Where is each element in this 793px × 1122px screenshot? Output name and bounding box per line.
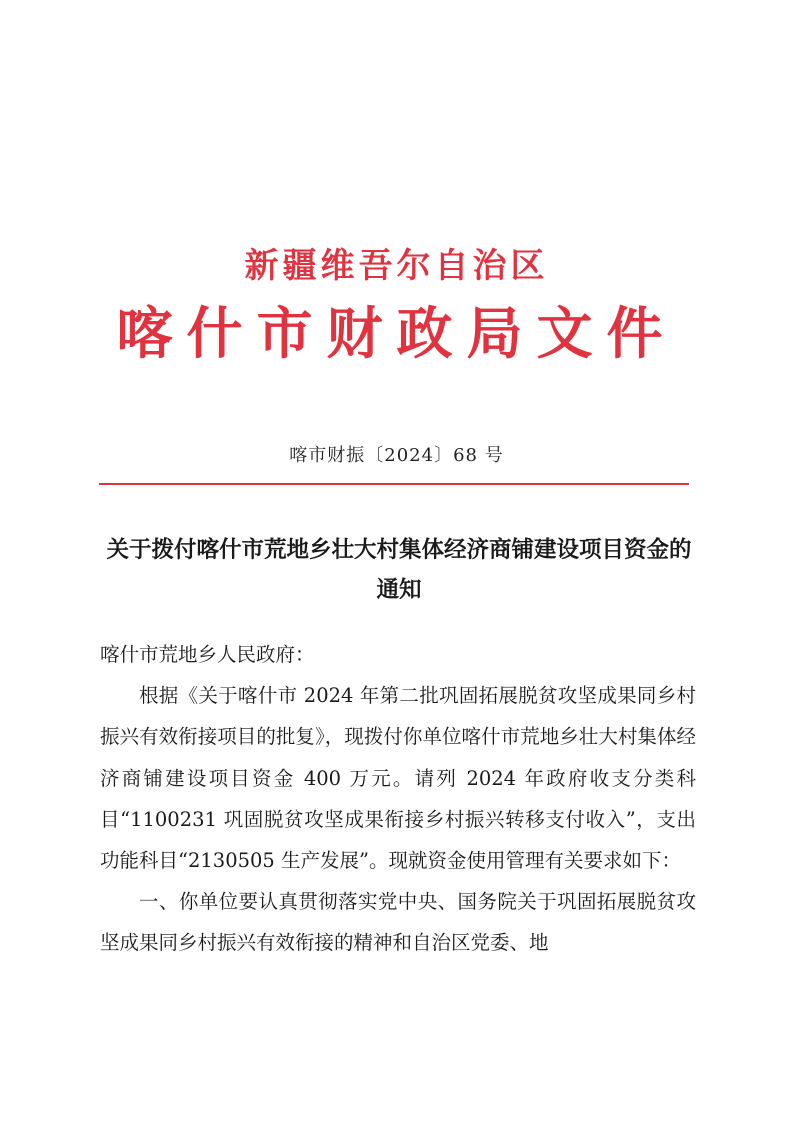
salutation: 喀什市荒地乡人民政府： — [100, 643, 315, 666]
body-paragraph-1: 根据《关于喀什市 2024 年第二批巩固拓展脱贫攻坚成果同乡村振兴有效衔接项目的批复》，现拨付你单位喀什市荒地乡壮大村集体经济商铺建设项目资金 400 万元。请列 2024 年政府收支分类科目“1100231 巩固脱贫攻坚成果衔接乡村振兴转移支付收入”，支出功能科目“2130505 生产发展”。现就资金使用管理有关要求如下： — [100, 684, 696, 873]
document-number: 喀市财振〔2024〕68 号 — [289, 445, 504, 466]
document-body — [100, 634, 696, 964]
header-issuer: 喀什市财政局文件 — [116, 301, 677, 367]
document-title: 关于拨付喀什市荒地乡壮大村集体经济商铺建设项目资金的通知 — [106, 537, 692, 603]
red-divider-line — [99, 483, 689, 485]
header-region: 新疆维吾尔自治区 — [244, 246, 549, 286]
body-paragraph-2: 一、你单位要认真贯彻落实党中央、国务院关于巩固拓展脱贫攻坚成果同乡村振兴有效衔接的精神和自治区党委、地 — [100, 890, 696, 955]
